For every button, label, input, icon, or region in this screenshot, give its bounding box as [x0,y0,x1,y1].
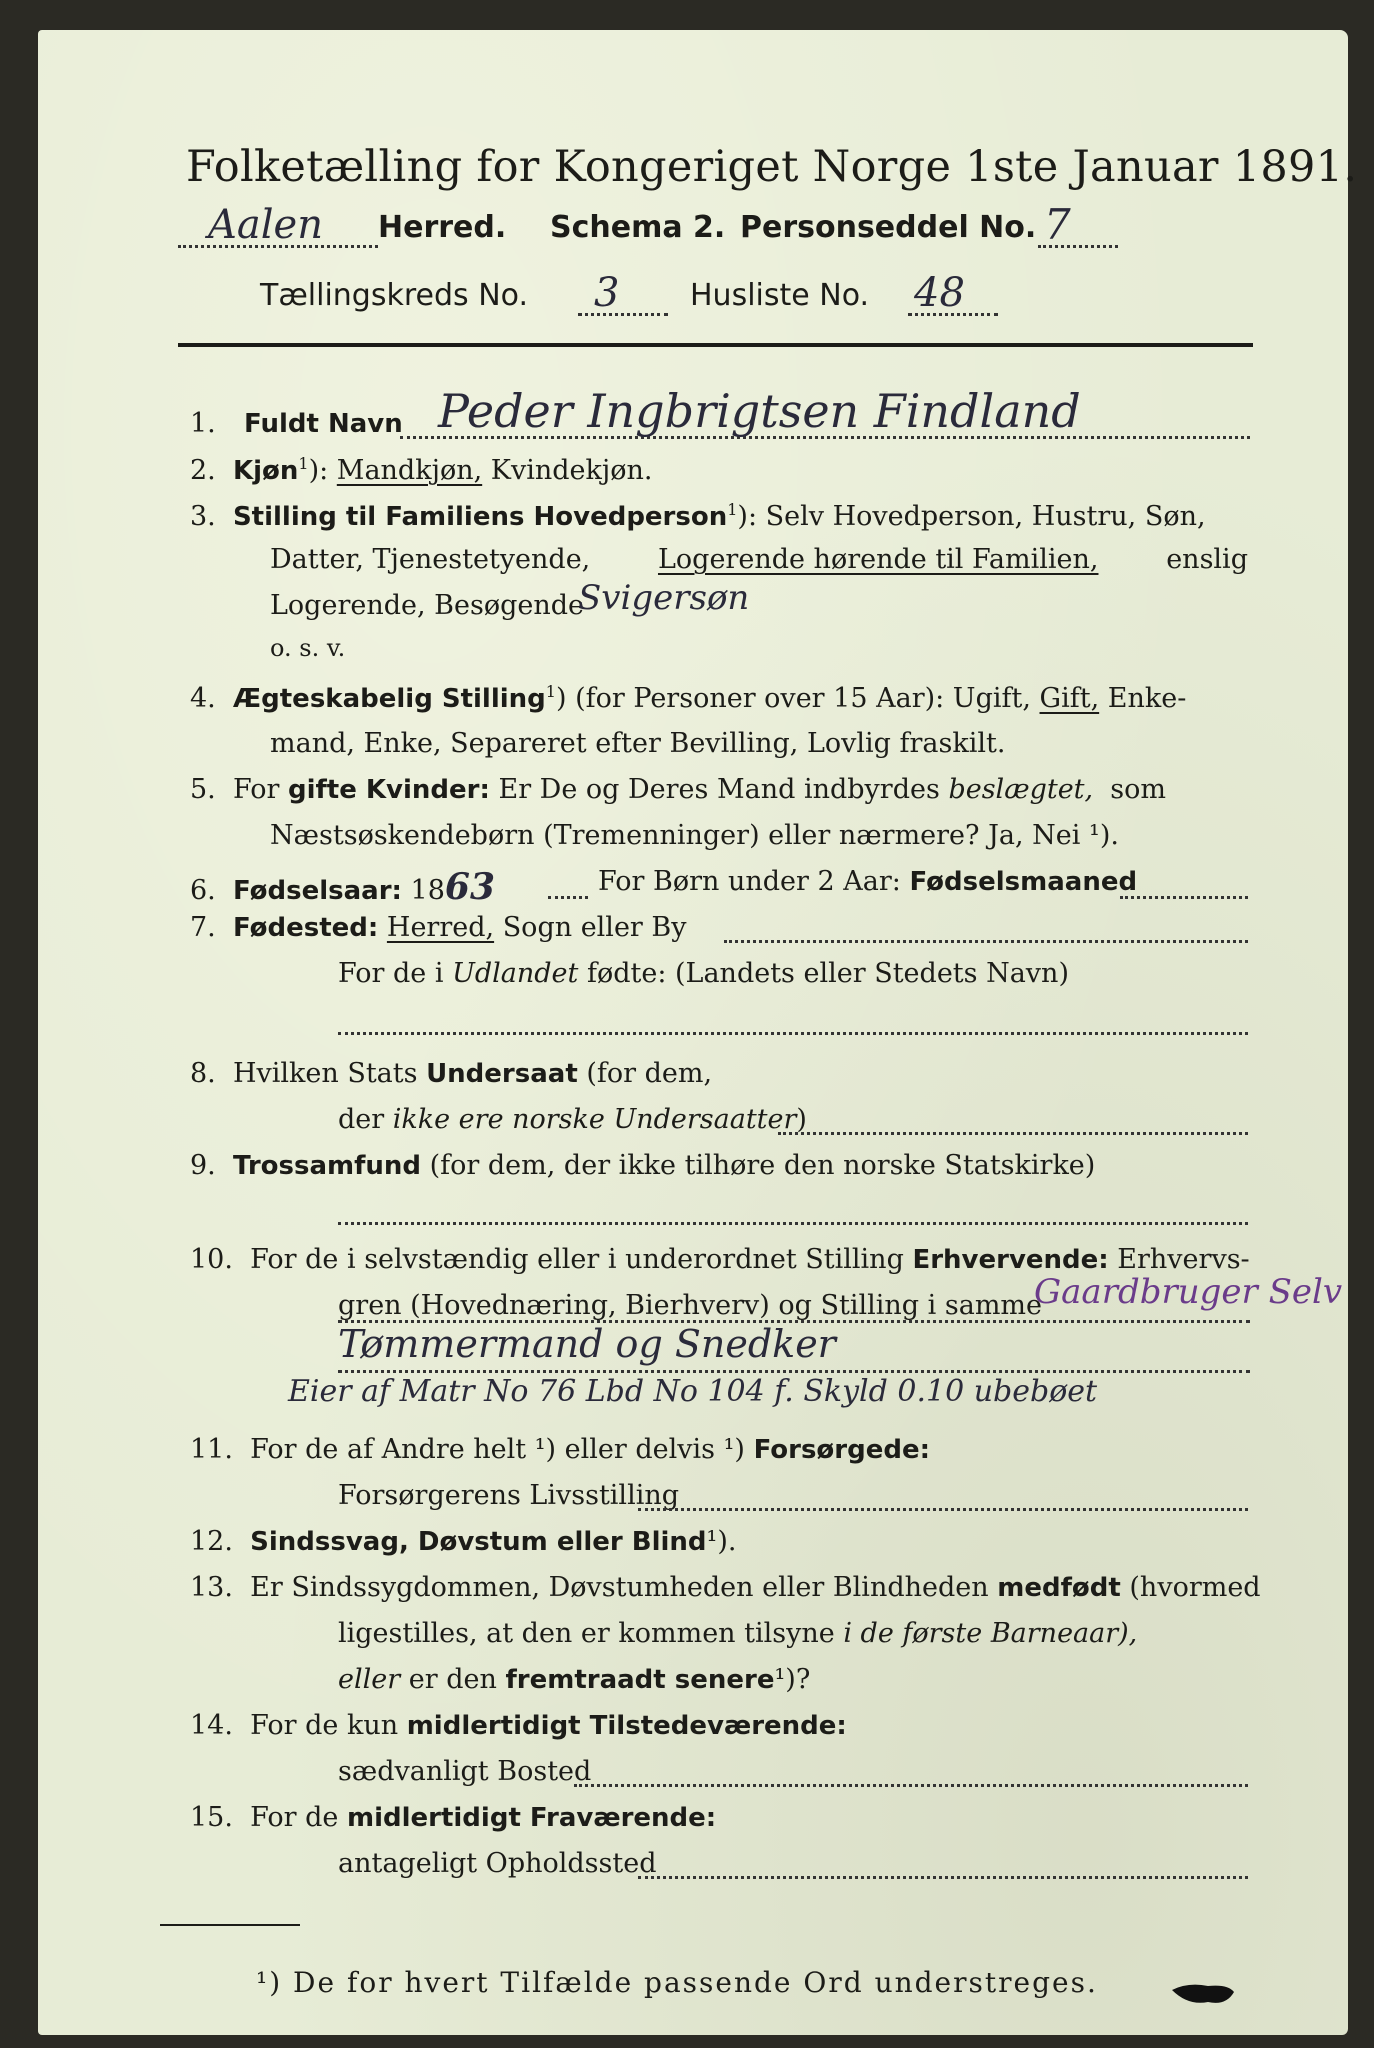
q2-colon: ): [308,455,329,486]
q5-line2: Næstsøskendebørn (Tremenninger) eller nærmere? Ja, Nei ¹). [270,820,1119,851]
q14-dotline [574,1784,1248,1787]
q1-number: 1. [190,408,216,439]
q6-number: 6. [190,875,216,906]
q4-opt-enke: Enke- [1107,683,1187,714]
q6-year-prefix: 18 [410,875,445,906]
q15-line2: antageligt Opholdssted [338,1848,657,1879]
q2-label: Kjøn [232,456,299,486]
q4-line1: ) (for Personer over 15 Aar): Ugift, [555,683,1031,714]
q7-row1 [190,912,687,943]
kreds-dotline [578,313,668,316]
q10-value-3: Eier af Matr No 76 Lbd No 104 f. Skyld 0.10 ubebøet [288,1374,1098,1409]
q3-line2-c: enslig [1166,544,1248,575]
q6-label: Fødselsaar: [232,876,402,906]
form-title: Folketælling for Kongeriget Norge 1ste Januar 1891. [186,142,1358,192]
q11-label: Forsørgede: [753,1435,931,1465]
q8-rest: (for dem, [586,1058,713,1089]
q13-pre: Er Sindssygdommen, Døvstumheden eller Blindheden [250,1572,989,1603]
q10-line2: gren (Hovednæring, Bierhverv) og Stilling i samme [338,1290,1043,1321]
q14-pre: For de kun [250,1710,399,1741]
header-rule [178,343,1253,347]
q9-label: Trossamfund [232,1151,422,1181]
q3-line2-a: Datter, Tjenestetyende, [270,544,591,575]
q12-row [190,1526,737,1557]
q9-number: 9. [190,1150,216,1181]
q11-dotline [638,1508,1248,1511]
q7-dotline [724,940,1248,943]
q10-post: Erhvervs- [1117,1244,1250,1275]
q12-post: ¹). [706,1526,737,1557]
q2-opt-kvindekjon: Kvindekjøn. [490,455,653,486]
q10-label: Erhvervende: [912,1245,1109,1275]
q4-line2: mand, Enke, Separeret efter Bevilling, Lovlig fraskilt. [270,728,1006,759]
q8-dotline [778,1132,1248,1135]
husliste-value: 48 [914,270,965,316]
q12-number: 12. [190,1526,233,1557]
q4-opt-gift: Gift, [1039,683,1100,714]
q10-pre: For de i selvstændig eller i underordnet Stilling [250,1244,904,1275]
q13-row3 [338,1664,810,1695]
q13-line2-a: ligestilles, at den er kommen tilsyne [338,1618,835,1649]
q4-label: Ægteskabelig Stilling [232,684,546,714]
q10-number: 10. [190,1244,233,1275]
q6-row [190,866,495,908]
footnote-text: ¹) De for hvert Tilfælde passende Ord understreges. [256,1966,1098,1999]
q13-post: (hvormed [1129,1572,1261,1603]
ink-blot-mark [1168,1972,1238,2012]
q14-label: midlertidigt Tilstedeværende: [406,1711,847,1741]
q8-line2-a: der [338,1104,385,1135]
q3-value: Svigersøn [578,578,750,618]
q3-line4: o. s. v. [270,634,346,662]
q5-pre: For [232,774,280,805]
q4-number: 4. [190,683,216,714]
q5-number: 5. [190,774,216,805]
q8-pre: Hvilken Stats [232,1058,418,1089]
q10-value-2: Tømmermand og Snedker [338,1322,836,1366]
q2-sup: 1 [298,454,309,473]
q3-row1: 3. Stilling til Familiens Hovedperson$^1$): Selv Hovedperson, Hustru, Søn, [190,500,1206,532]
q9-dotline [338,1222,1248,1225]
q4-row1: 4. Ægteskabelig Stilling$^1$) (for Personer over 15 Aar): Ugift, Gift, Enke- [190,682,1187,714]
q11-line2: Forsørgerens Livsstilling [338,1480,680,1511]
herred-label: Herred. [378,210,507,245]
q13-row2 [338,1618,1137,1649]
q8-line2-c: ) [796,1104,807,1135]
q14-line2: sædvanligt Bosted [338,1756,592,1787]
q11-pre: For de af Andre helt ¹) eller delvis ¹) [250,1434,745,1465]
q3-line1: ): Selv Hovedperson, Hustru, Søn, [737,501,1206,532]
q15-number: 15. [190,1802,233,1833]
schema-label: Schema 2. [550,210,726,245]
q13-row1 [190,1572,1261,1603]
q14-row1 [190,1710,847,1741]
q5-line1: Er De og Deres Mand indbyrdes [498,774,940,805]
q3-row2 [270,544,1248,575]
q13-line3-a: eller [338,1664,401,1695]
personseddel-label: Personseddel No. [740,210,1037,245]
q8-label: Undersaat [426,1059,578,1089]
q1-label: Fuldt Navn [244,409,403,439]
q14-number: 14. [190,1710,233,1741]
q8-number: 8. [190,1058,216,1089]
q7-row2 [338,958,1069,989]
q6-mid: For Børn under 2 Aar: [598,866,901,897]
q7-dotline-2 [338,1032,1248,1035]
q7-udlandet: Udlandet [452,958,579,989]
q8-row1 [190,1058,712,1089]
q7-label: Fødested: [232,913,379,943]
q3-line3: Logerende, Besøgende [270,590,584,621]
personseddel-value: 7 [1044,200,1071,249]
q9-row [190,1150,1095,1181]
kreds-label: Tællingskreds No. [260,278,528,313]
q5-som: som [1110,774,1167,805]
q7-rest: Sogn eller By [502,912,687,943]
q6-mid-row [598,866,1137,897]
census-form-sheet [38,30,1358,2035]
q5-label: gifte Kvinder: [287,775,490,805]
q13-line2-b: i de første Barneaar), [843,1618,1138,1649]
q7-line2-c: fødte: (Landets eller Stedets Navn) [586,958,1069,989]
q13-line3-d: ¹)? [774,1664,811,1695]
footnote-rule [160,1924,300,1926]
q6-year-dotline [548,896,588,899]
q9-rest: (for dem, der ikke tilhøre den norske Statskirke) [429,1150,1096,1181]
q15-label: midlertidigt Fraværende: [346,1803,717,1833]
q8-row2 [338,1104,807,1135]
q3-label: Stilling til Familiens Hovedperson [232,502,728,532]
q1-name-value: Peder Ingbrigtsen Findland [438,384,1081,438]
husliste-label: Husliste No. [690,278,870,313]
q7-herred: Herred, [386,912,495,943]
q5-beslaegtet: beslægtet, [948,774,1094,805]
q15-dotline [638,1876,1248,1879]
herred-value: Aalen [208,202,323,248]
q3-number: 3. [190,501,216,532]
q13-line3-c: fremtraadt senere [505,1665,775,1695]
q7-line2-a: For de i [338,958,444,989]
q8-line2-b: ikke ere norske Undersaatter [392,1104,797,1135]
q10-row1 [190,1244,1250,1275]
q12-label: Sindssvag, Døvstum eller Blind [250,1527,707,1557]
q11-number: 11. [190,1434,233,1465]
q2-number: 2. [190,455,216,486]
q7-number: 7. [190,912,216,943]
q11-row1 [190,1434,930,1465]
q5-row1 [190,774,1166,805]
q2-opt-mandkjon: Mandkjøn, [336,455,483,486]
q2-row [190,454,652,486]
kreds-value: 3 [594,270,620,316]
q10-value-1: Gaardbruger Selv [1034,1272,1343,1312]
q3-line2-logerende: Logerende hørende til Familien, [657,544,1099,575]
q13-label: medfødt [997,1573,1121,1603]
q6-label2: Fødselsmaaned [909,867,1138,897]
q6-year-value: 63 [444,866,495,908]
q15-row1 [190,1802,716,1833]
q13-line3-b: er den [408,1664,497,1695]
q15-pre: For de [250,1802,339,1833]
q6-month-dotline [1120,896,1248,899]
q10-dotline-2 [338,1370,1250,1373]
q13-number: 13. [190,1572,233,1603]
